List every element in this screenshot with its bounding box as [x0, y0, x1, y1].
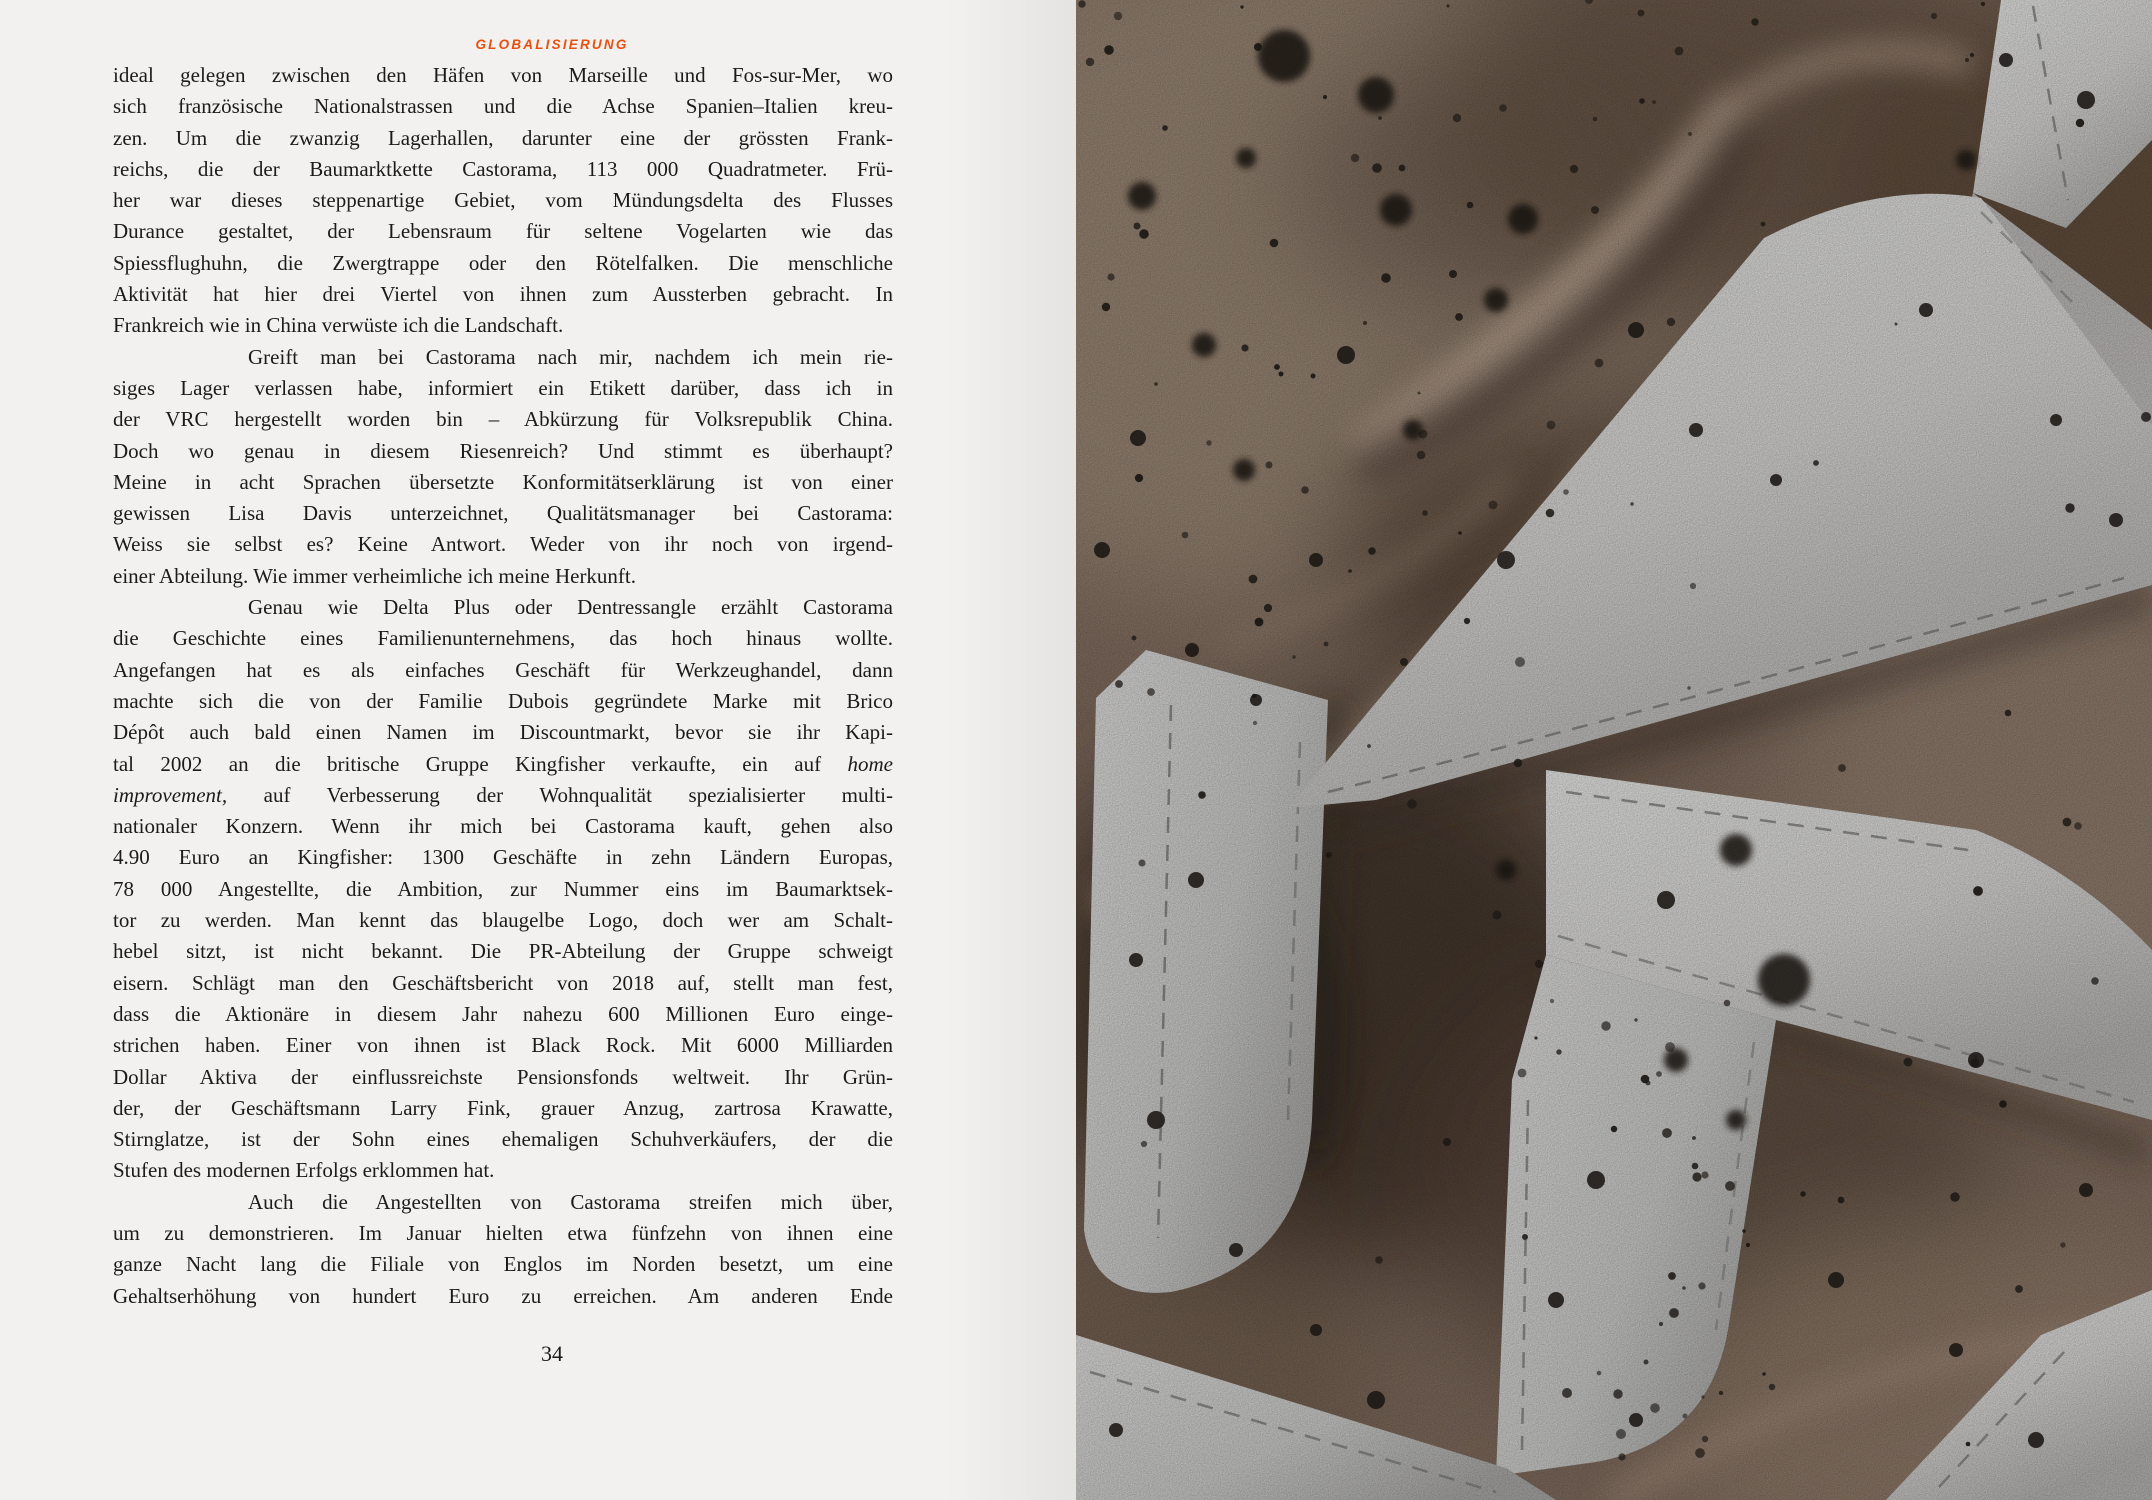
text-line: 4.90 Euro an Kingfisher: 1300 Geschäfte in zehn Ländern Europas, [113, 845, 893, 870]
text-line: Spiessflughuhn, die Zwergtrappe oder den Rötelfalken. Die menschliche [113, 250, 893, 275]
text-line: die Geschichte eines Familienunternehmens, das hoch hinaus wollte. [113, 626, 893, 651]
text-line: Durance gestaltet, der Lebensraum für seltene Vogelarten wie das [113, 219, 893, 244]
text-line: 78 000 Angestellte, die Ambition, zur Nummer eins im Baumarktsek- [113, 876, 893, 901]
text-line: sich französische Nationalstrassen und die Achse Spanien–Italien kreu- [113, 94, 893, 119]
running-head: GLOBALISIERUNG [475, 37, 629, 52]
text-line: Genau wie Delta Plus oder Dentressangle erzählt Castorama [248, 595, 893, 620]
text-line: siges Lager verlassen habe, informiert ein Etikett darüber, dass ich in [113, 375, 893, 400]
text-line: Aktivität hat hier drei Viertel von ihnen zum Aussterben gebracht. In [113, 282, 893, 307]
text-line: eisern. Schlägt man den Geschäftsbericht von 2018 auf, stellt man fest, [113, 970, 893, 995]
text-line: tal 2002 an die britische Gruppe Kingfisher verkaufte, ein auf home [113, 751, 893, 776]
text-line: Meine in acht Sprachen übersetzte Konformitätserklärung ist von einer [113, 469, 893, 494]
grain-overlay [1076, 0, 2152, 1500]
text-line: Stirnglatze, ist der Sohn eines ehemaligen Schuhverkäufers, der die [113, 1127, 893, 1152]
text-line: Doch wo genau in diesem Riesenreich? Und stimmt es überhaupt? [113, 438, 893, 463]
text-line: ideal gelegen zwischen den Häfen von Marseille und Fos-sur-Mer, wo [113, 63, 893, 87]
text-line: der, der Geschäftsmann Larry Fink, grauer Anzug, zartrosa Krawatte, [113, 1095, 893, 1120]
text-line: Gehaltserhöhung von hundert Euro zu erreichen. Am anderen Ende [113, 1283, 893, 1308]
text-line: einer Abteilung. Wie immer verheimliche ich meine Herkunft. [113, 563, 637, 588]
text-line: hebel sitzt, ist nicht bekannt. Die PR-Abteilung der Gruppe schweigt [113, 939, 893, 964]
text-line: um zu demonstrieren. Im Januar hielten etwa fünfzehn von ihnen eine [113, 1220, 893, 1245]
text-line: der VRC hergestellt worden bin – Abkürzung für Volksrepublik China. [113, 407, 893, 432]
text-line: her war dieses steppenartige Gebiet, vom Mündungsdelta des Flusses [113, 188, 893, 213]
text-line: nationaler Konzern. Wenn ihr mich bei Castorama kauft, gehen also [113, 814, 893, 839]
page-number: 34 [541, 1341, 563, 1366]
text-line: Greift man bei Castorama nach mir, nachdem ich mein rie- [248, 344, 893, 369]
text-line: reichs, die der Baumarktkette Castorama, 113 000 Quadratmeter. Frü- [113, 156, 893, 181]
fabric-illustration [1076, 0, 2152, 1500]
text-line: zen. Um die zwanzig Lagerhallen, darunter eine der grössten Frank- [113, 125, 893, 150]
text-line: tor zu werden. Man kennt das blaugelbe Logo, doch wer am Schalt- [113, 908, 893, 933]
gutter-shadow [946, 0, 1076, 1500]
text-line: Stufen des modernen Erfolgs erklommen hat. [113, 1158, 495, 1183]
text-line: dass die Aktionäre in diesem Jahr nahezu 600 Millionen Euro einge- [113, 1001, 893, 1026]
text-line: Weiss sie selbst es? Keine Antwort. Weder von ihr noch von irgend- [113, 532, 893, 557]
fabric-illustration-svg [1076, 0, 2152, 1500]
text-line: Dollar Aktiva der einflussreichste Pensionsfonds weltweit. Ihr Grün- [113, 1064, 893, 1089]
text-line: machte sich die von der Familie Dubois gegründete Marke mit Brico [113, 688, 893, 713]
text-line: ganze Nacht lang die Filiale von Englos im Norden besetzt, um eine [113, 1252, 893, 1277]
text-line: gewissen Lisa Davis unterzeichnet, Qualitätsmanager bei Castorama: [113, 501, 893, 526]
text-line: Auch die Angestellten von Castorama streifen mich über, [248, 1189, 893, 1214]
text-line: improvement, auf Verbesserung der Wohnqualität spezialisierter multi- [113, 782, 893, 807]
text-line: Frankreich wie in China verwüste ich die Landschaft. [113, 313, 564, 338]
text-line: strichen haben. Einer von ihnen ist Black Rock. Mit 6000 Milliarden [113, 1033, 893, 1058]
text-line: Dépôt auch bald einen Namen im Discountmarkt, bevor sie ihr Kapi- [113, 720, 893, 745]
body-text [113, 60, 893, 1312]
text-line: Angefangen hat es als einfaches Geschäft für Werkzeughandel, dann [113, 657, 893, 682]
